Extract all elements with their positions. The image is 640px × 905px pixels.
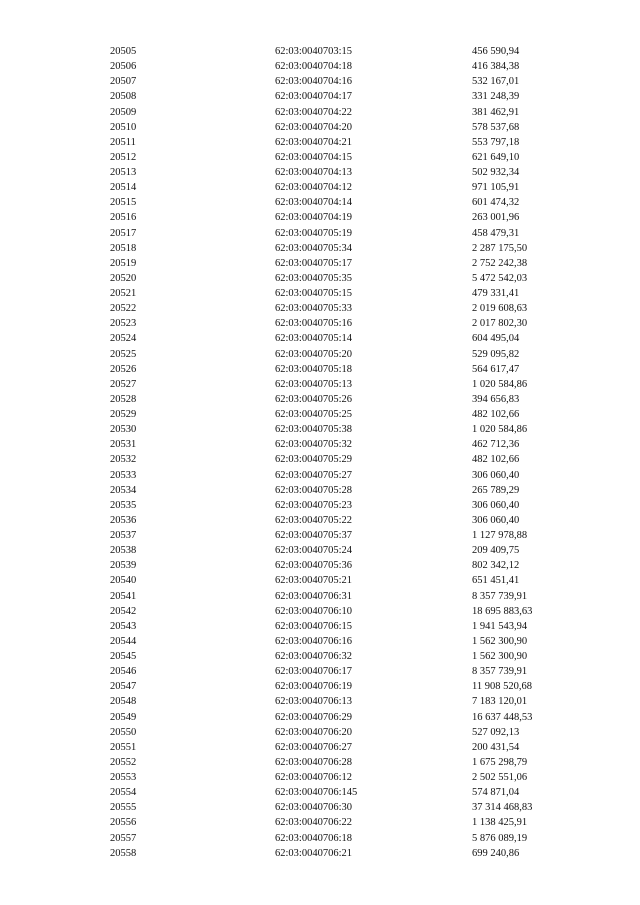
cadastral-value: 265 789,29 [472,484,520,496]
cadastral-value: 37 314 468,83 [472,802,533,814]
row-number: 20542 [110,605,137,617]
cadastral-value: 553 797,18 [472,136,520,148]
table-row [0,604,640,619]
row-number: 20548 [110,696,137,708]
cadastral-value: 1 941 543,94 [472,620,528,632]
table-row [0,331,640,346]
row-number: 20529 [110,409,137,420]
row-number: 20518 [110,242,137,254]
cadastral-value: 462 712,36 [472,439,520,451]
cadastral-value: 604 495,04 [472,333,520,345]
cadastral-value: 5 472 542,03 [472,272,528,284]
table-row [0,377,640,392]
table-row [0,634,640,649]
table-row [0,226,640,241]
cadastral-number: 62:03:0040705:35 [275,272,353,284]
cadastral-number: 62:03:0040705:25 [275,409,353,420]
row-number: 20554 [110,787,137,799]
table-row [0,286,640,301]
cadastral-value: 458 479,31 [472,227,520,239]
cadastral-value: 331 248,39 [472,91,520,103]
table-row [0,105,640,120]
table-row [0,120,640,135]
cadastral-value: 200 431,54 [472,741,520,753]
cadastral-number: 62:03:0040706:10 [275,605,353,617]
cadastral-value: 601 474,32 [472,197,520,209]
table-row [0,483,640,498]
cadastral-number: 62:03:0040706:18 [275,832,353,844]
row-number: 20551 [110,741,137,753]
row-number: 20547 [110,681,137,693]
table-row [0,649,640,664]
cadastral-value: 1 675 298,79 [472,756,528,768]
row-number: 20515 [110,197,137,209]
table-row [0,468,640,483]
cadastral-number: 62:03:0040706:17 [275,666,353,678]
cadastral-number: 62:03:0040704:19 [275,212,353,224]
cadastral-number: 62:03:0040705:14 [275,333,353,345]
cadastral-number: 62:03:0040705:36 [275,560,353,572]
cadastral-value: 1 138 425,91 [472,817,528,829]
row-number: 20550 [110,726,137,738]
cadastral-number: 62:03:0040704:15 [275,151,353,163]
table-row [0,195,640,210]
row-number: 20524 [110,333,137,345]
table-row [0,800,640,815]
cadastral-number: 62:03:0040704:21 [275,136,353,148]
row-number: 20519 [110,257,137,269]
row-number: 20513 [110,167,137,178]
table-row [0,316,640,331]
table-row [0,362,640,377]
cadastral-number: 62:03:0040705:28 [275,484,353,496]
cadastral-number: 62:03:0040705:17 [275,257,353,269]
table-row [0,770,640,785]
cadastral-number: 62:03:0040706:145 [275,787,358,799]
row-number: 20516 [110,212,137,224]
cadastral-number: 62:03:0040704:22 [275,106,353,118]
table-row [0,528,640,543]
table-row [0,619,640,634]
cadastral-value: 5 876 089,19 [472,832,528,844]
cadastral-value: 416 384,38 [472,61,520,73]
table-row [0,210,640,225]
table-row [0,165,640,180]
row-number: 20531 [110,439,137,451]
cadastral-number: 62:03:0040705:22 [275,514,353,526]
cadastral-number: 62:03:0040704:13 [275,167,353,178]
cadastral-number: 62:03:0040704:16 [275,76,353,88]
row-number: 20533 [110,469,137,481]
cadastral-value: 8 357 739,91 [472,590,528,602]
table-row [0,740,640,755]
row-number: 20558 [110,847,137,859]
table-row [0,679,640,694]
cadastral-number: 62:03:0040705:27 [275,469,353,481]
cadastral-value: 479 331,41 [472,288,520,299]
cadastral-value: 1 562 300,90 [472,651,528,662]
cadastral-value: 306 060,40 [472,499,520,511]
cadastral-value: 1 020 584,86 [472,424,528,436]
cadastral-number: 62:03:0040706:21 [275,847,353,859]
cadastral-value: 306 060,40 [472,469,520,481]
row-number: 20526 [110,363,137,375]
row-number: 20532 [110,454,137,466]
table-row [0,256,640,271]
cadastral-number: 62:03:0040703:15 [275,46,353,57]
cadastral-number: 62:03:0040705:26 [275,393,353,405]
cadastral-value: 574 871,04 [472,787,520,799]
table-row [0,815,640,830]
row-number: 20520 [110,272,137,284]
table-row [0,44,640,59]
row-number: 20557 [110,832,137,844]
cadastral-value: 532 167,01 [472,76,520,88]
cadastral-value: 381 462,91 [472,106,520,118]
row-number: 20536 [110,514,137,526]
cadastral-value: 651 451,41 [472,575,520,587]
row-number: 20530 [110,424,137,436]
cadastral-number: 62:03:0040705:20 [275,348,353,360]
cadastral-number: 62:03:0040705:13 [275,378,353,390]
cadastral-value: 2 017 802,30 [472,318,528,330]
table-row [0,89,640,104]
row-number: 20514 [110,182,137,194]
row-number: 20534 [110,484,137,496]
cadastral-value: 209 409,75 [472,545,520,557]
cadastral-number: 62:03:0040705:29 [275,454,353,466]
row-number: 20545 [110,651,137,662]
table-row [0,180,640,195]
cadastral-value: 971 105,91 [472,182,520,194]
cadastral-value: 263 001,96 [472,212,520,224]
table-row [0,59,640,74]
cadastral-number: 62:03:0040704:12 [275,182,353,194]
cadastral-value: 2 019 608,63 [472,303,528,315]
table-row [0,664,640,679]
row-number: 20549 [110,711,137,723]
row-number: 20539 [110,560,137,572]
cadastral-number: 62:03:0040704:17 [275,91,353,103]
cadastral-number: 62:03:0040705:24 [275,545,353,557]
cadastral-number: 62:03:0040705:33 [275,303,353,315]
cadastral-number: 62:03:0040705:18 [275,363,353,375]
cadastral-number: 62:03:0040706:27 [275,741,353,753]
cadastral-value: 7 183 120,01 [472,696,528,708]
row-number: 20525 [110,348,137,360]
cadastral-value: 2 287 175,50 [472,242,528,254]
row-number: 20553 [110,772,137,783]
cadastral-number: 62:03:0040706:16 [275,635,353,647]
cadastral-value: 18 695 883,63 [472,605,533,617]
cadastral-number: 62:03:0040705:19 [275,227,353,239]
cadastral-number: 62:03:0040705:34 [275,242,353,254]
table-row [0,392,640,407]
cadastral-value: 456 590,94 [472,46,520,57]
table-row [0,241,640,256]
table-row [0,347,640,362]
table-row [0,755,640,770]
cadastral-number: 62:03:0040706:29 [275,711,353,723]
row-number: 20543 [110,620,137,632]
row-number: 20555 [110,802,137,814]
cadastral-value: 16 637 448,53 [472,711,533,723]
table-row [0,725,640,740]
row-number: 20537 [110,530,137,541]
row-number: 20523 [110,318,137,330]
row-number: 20505 [110,46,137,57]
table-row [0,710,640,725]
cadastral-value: 306 060,40 [472,514,520,526]
data-table [0,44,640,861]
cadastral-value: 394 656,83 [472,393,520,405]
cadastral-value: 502 932,34 [472,167,520,178]
cadastral-number: 62:03:0040705:21 [275,575,353,587]
cadastral-value: 1 562 300,90 [472,635,528,647]
row-number: 20522 [110,303,137,315]
cadastral-number: 62:03:0040706:12 [275,772,353,783]
cadastral-number: 62:03:0040705:16 [275,318,353,330]
table-row [0,437,640,452]
cadastral-value: 529 095,82 [472,348,520,360]
cadastral-number: 62:03:0040705:15 [275,288,353,299]
cadastral-value: 1 127 978,88 [472,530,528,541]
cadastral-value: 2 502 551,06 [472,772,528,783]
row-number: 20544 [110,635,137,647]
table-row [0,135,640,150]
row-number: 20512 [110,151,137,163]
row-number: 20517 [110,227,137,239]
row-number: 20521 [110,288,137,299]
row-number: 20508 [110,91,137,103]
table-row [0,694,640,709]
table-row [0,558,640,573]
cadastral-value: 802 342,12 [472,560,520,572]
cadastral-number: 62:03:0040705:37 [275,530,353,541]
row-number: 20552 [110,756,137,768]
cadastral-value: 482 102,66 [472,409,520,420]
cadastral-number: 62:03:0040705:23 [275,499,353,511]
row-number: 20509 [110,106,137,118]
row-number: 20541 [110,590,137,602]
cadastral-number: 62:03:0040704:18 [275,61,353,73]
table-row [0,785,640,800]
row-number: 20556 [110,817,137,829]
table-row [0,831,640,846]
table-row [0,513,640,528]
row-number: 20546 [110,666,137,678]
cadastral-value: 527 092,13 [472,726,520,738]
table-row [0,543,640,558]
cadastral-number: 62:03:0040706:13 [275,696,353,708]
cadastral-number: 62:03:0040705:38 [275,424,353,436]
table-row [0,74,640,89]
cadastral-number: 62:03:0040706:19 [275,681,353,693]
cadastral-number: 62:03:0040705:32 [275,439,353,451]
row-number: 20511 [110,136,136,148]
cadastral-value: 8 357 739,91 [472,666,528,678]
row-number: 20540 [110,575,137,587]
cadastral-value: 621 649,10 [472,151,520,163]
cadastral-value: 1 020 584,86 [472,378,528,390]
row-number: 20527 [110,378,137,390]
cadastral-number: 62:03:0040706:15 [275,620,353,632]
cadastral-value: 482 102,66 [472,454,520,466]
table-row [0,422,640,437]
cadastral-number: 62:03:0040704:20 [275,121,353,133]
table-row [0,589,640,604]
cadastral-value: 578 537,68 [472,121,520,133]
table-row [0,452,640,467]
row-number: 20510 [110,121,137,133]
row-number: 20506 [110,61,137,73]
cadastral-number: 62:03:0040706:20 [275,726,353,738]
cadastral-value: 11 908 520,68 [472,681,532,693]
table-row [0,498,640,513]
cadastral-number: 62:03:0040706:31 [275,590,353,602]
cadastral-value: 2 752 242,38 [472,257,528,269]
row-number: 20538 [110,545,137,557]
table-row [0,846,640,861]
cadastral-value: 699 240,86 [472,847,520,859]
row-number: 20528 [110,393,137,405]
cadastral-number: 62:03:0040706:30 [275,802,353,814]
row-number: 20535 [110,499,137,511]
row-number: 20507 [110,76,137,88]
table-row [0,407,640,422]
table-row [0,573,640,588]
cadastral-number: 62:03:0040706:28 [275,756,353,768]
cadastral-number: 62:03:0040704:14 [275,197,353,209]
cadastral-number: 62:03:0040706:32 [275,651,353,662]
cadastral-number: 62:03:0040706:22 [275,817,353,829]
table-row [0,150,640,165]
table-row [0,271,640,286]
table-row [0,301,640,316]
cadastral-value: 564 617,47 [472,363,520,375]
